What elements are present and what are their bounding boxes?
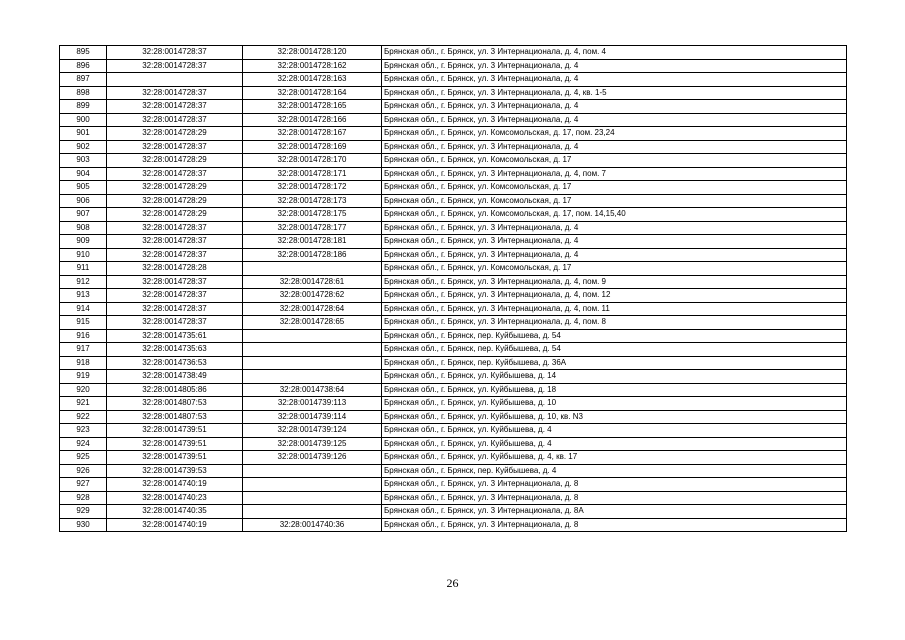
object-cadastral-number-cell: 32:28:0014728:167 bbox=[243, 127, 382, 141]
address-cell: Брянская обл., г. Брянск, ул. Комсомольская, д. 17 bbox=[382, 181, 847, 195]
table-row bbox=[60, 59, 847, 73]
row-number-cell: 912 bbox=[60, 275, 107, 289]
cadastral-number-cell: 32:28:0014728:37 bbox=[107, 275, 243, 289]
cadastral-number-cell: 32:28:0014740:19 bbox=[107, 518, 243, 532]
table-row bbox=[60, 140, 847, 154]
row-number-cell: 914 bbox=[60, 302, 107, 316]
cadastral-number-cell: 32:28:0014728:29 bbox=[107, 154, 243, 168]
object-cadastral-number-cell: 32:28:0014728:65 bbox=[243, 316, 382, 330]
address-cell: Брянская обл., г. Брянск, ул. 3 Интернационала, д. 4 bbox=[382, 59, 847, 73]
cadastral-number-cell: 32:28:0014728:37 bbox=[107, 248, 243, 262]
address-cell: Брянская обл., г. Брянск, пер. Куйбышева, д. 54 bbox=[382, 343, 847, 357]
address-cell: Брянская обл., г. Брянск, ул. 3 Интернационала, д. 4 bbox=[382, 235, 847, 249]
address-cell: Брянская обл., г. Брянск, пер. Куйбышева, д. 36А bbox=[382, 356, 847, 370]
row-number-cell: 925 bbox=[60, 451, 107, 465]
address-cell: Брянская обл., г. Брянск, ул. Комсомольская, д. 17, пом. 14,15,40 bbox=[382, 208, 847, 222]
cadastral-number-cell: 32:28:0014728:37 bbox=[107, 316, 243, 330]
row-number-cell: 918 bbox=[60, 356, 107, 370]
cadastral-number-cell: 32:28:0014740:35 bbox=[107, 505, 243, 519]
cadastral-number-cell: 32:28:0014728:37 bbox=[107, 221, 243, 235]
row-number-cell: 897 bbox=[60, 73, 107, 87]
row-number-cell: 895 bbox=[60, 46, 107, 60]
object-cadastral-number-cell: 32:28:0014728:175 bbox=[243, 208, 382, 222]
row-number-cell: 919 bbox=[60, 370, 107, 384]
row-number-cell: 908 bbox=[60, 221, 107, 235]
object-cadastral-number-cell bbox=[243, 491, 382, 505]
object-cadastral-number-cell bbox=[243, 329, 382, 343]
row-number-cell: 898 bbox=[60, 86, 107, 100]
object-cadastral-number-cell: 32:28:0014728:181 bbox=[243, 235, 382, 249]
cadastral-number-cell: 32:28:0014728:29 bbox=[107, 208, 243, 222]
table-row bbox=[60, 451, 847, 465]
table-row bbox=[60, 73, 847, 87]
object-cadastral-number-cell: 32:28:0014740:36 bbox=[243, 518, 382, 532]
object-cadastral-number-cell bbox=[243, 356, 382, 370]
table-row bbox=[60, 154, 847, 168]
object-cadastral-number-cell: 32:28:0014728:162 bbox=[243, 59, 382, 73]
object-cadastral-number-cell: 32:28:0014739:113 bbox=[243, 397, 382, 411]
table-row bbox=[60, 208, 847, 222]
address-cell: Брянская обл., г. Брянск, ул. 3 Интернационала, д. 8 bbox=[382, 478, 847, 492]
address-cell: Брянская обл., г. Брянск, ул. Комсомольская, д. 17 bbox=[382, 194, 847, 208]
row-number-cell: 906 bbox=[60, 194, 107, 208]
address-cell: Брянская обл., г. Брянск, ул. Куйбышева, д. 4, кв. 17 bbox=[382, 451, 847, 465]
table-row bbox=[60, 383, 847, 397]
table-row bbox=[60, 275, 847, 289]
object-cadastral-number-cell: 32:28:0014728:164 bbox=[243, 86, 382, 100]
row-number-cell: 920 bbox=[60, 383, 107, 397]
row-number-cell: 929 bbox=[60, 505, 107, 519]
table-row bbox=[60, 343, 847, 357]
cadastral-number-cell: 32:28:0014735:63 bbox=[107, 343, 243, 357]
object-cadastral-number-cell bbox=[243, 343, 382, 357]
cadastral-number-cell: 32:28:0014740:19 bbox=[107, 478, 243, 492]
table-row bbox=[60, 316, 847, 330]
table-row bbox=[60, 397, 847, 411]
object-cadastral-number-cell: 32:28:0014739:124 bbox=[243, 424, 382, 438]
table-row bbox=[60, 181, 847, 195]
table-row bbox=[60, 100, 847, 114]
row-number-cell: 905 bbox=[60, 181, 107, 195]
object-cadastral-number-cell: 32:28:0014728:64 bbox=[243, 302, 382, 316]
cadastral-number-cell: 32:28:0014728:37 bbox=[107, 302, 243, 316]
object-cadastral-number-cell: 32:28:0014728:173 bbox=[243, 194, 382, 208]
table-row bbox=[60, 167, 847, 181]
cadastral-number-cell: 32:28:0014807:53 bbox=[107, 410, 243, 424]
address-cell: Брянская обл., г. Брянск, ул. 3 Интернационала, д. 4, пом. 8 bbox=[382, 316, 847, 330]
cadastral-number-cell: 32:28:0014735:61 bbox=[107, 329, 243, 343]
table-row bbox=[60, 235, 847, 249]
object-cadastral-number-cell: 32:28:0014728:165 bbox=[243, 100, 382, 114]
address-cell: Брянская обл., г. Брянск, ул. 3 Интернационала, д. 4 bbox=[382, 100, 847, 114]
object-cadastral-number-cell: 32:28:0014739:126 bbox=[243, 451, 382, 465]
row-number-cell: 911 bbox=[60, 262, 107, 276]
object-cadastral-number-cell: 32:28:0014728:163 bbox=[243, 73, 382, 87]
object-cadastral-number-cell: 32:28:0014728:62 bbox=[243, 289, 382, 303]
table-row bbox=[60, 370, 847, 384]
address-cell: Брянская обл., г. Брянск, ул. Комсомольская, д. 17 bbox=[382, 154, 847, 168]
object-cadastral-number-cell: 32:28:0014728:177 bbox=[243, 221, 382, 235]
row-number-cell: 903 bbox=[60, 154, 107, 168]
registry-table bbox=[59, 45, 847, 532]
cadastral-number-cell: 32:28:0014728:29 bbox=[107, 181, 243, 195]
table-row bbox=[60, 127, 847, 141]
row-number-cell: 930 bbox=[60, 518, 107, 532]
object-cadastral-number-cell bbox=[243, 262, 382, 276]
row-number-cell: 910 bbox=[60, 248, 107, 262]
address-cell: Брянская обл., г. Брянск, пер. Куйбышева, д. 4 bbox=[382, 464, 847, 478]
table-row bbox=[60, 410, 847, 424]
row-number-cell: 904 bbox=[60, 167, 107, 181]
object-cadastral-number-cell: 32:28:0014739:114 bbox=[243, 410, 382, 424]
cadastral-number-cell: 32:28:0014739:51 bbox=[107, 424, 243, 438]
address-cell: Брянская обл., г. Брянск, ул. Комсомольская, д. 17 bbox=[382, 262, 847, 276]
cadastral-number-cell: 32:28:0014807:53 bbox=[107, 397, 243, 411]
address-cell: Брянская обл., г. Брянск, ул. 3 Интернационала, д. 4, пом. 9 bbox=[382, 275, 847, 289]
cadastral-number-cell: 32:28:0014738:49 bbox=[107, 370, 243, 384]
address-cell: Брянская обл., г. Брянск, ул. Куйбышева, д. 4 bbox=[382, 437, 847, 451]
row-number-cell: 902 bbox=[60, 140, 107, 154]
registry-table-body bbox=[60, 46, 847, 532]
cadastral-number-cell: 32:28:0014728:37 bbox=[107, 167, 243, 181]
row-number-cell: 921 bbox=[60, 397, 107, 411]
address-cell: Брянская обл., г. Брянск, ул. 3 Интернационала, д. 8 bbox=[382, 491, 847, 505]
cadastral-number-cell: 32:28:0014728:37 bbox=[107, 113, 243, 127]
table-row bbox=[60, 289, 847, 303]
object-cadastral-number-cell: 32:28:0014738:64 bbox=[243, 383, 382, 397]
cadastral-number-cell: 32:28:0014728:37 bbox=[107, 86, 243, 100]
cadastral-number-cell: 32:28:0014728:37 bbox=[107, 289, 243, 303]
table-row bbox=[60, 221, 847, 235]
table-row bbox=[60, 505, 847, 519]
address-cell: Брянская обл., г. Брянск, ул. 3 Интернационала, д. 8А bbox=[382, 505, 847, 519]
address-cell: Брянская обл., г. Брянск, пер. Куйбышева, д. 54 bbox=[382, 329, 847, 343]
row-number-cell: 928 bbox=[60, 491, 107, 505]
table-row bbox=[60, 194, 847, 208]
table-row bbox=[60, 478, 847, 492]
row-number-cell: 926 bbox=[60, 464, 107, 478]
cadastral-number-cell: 32:28:0014739:53 bbox=[107, 464, 243, 478]
cadastral-number-cell: 32:28:0014805:86 bbox=[107, 383, 243, 397]
cadastral-number-cell: 32:28:0014736:53 bbox=[107, 356, 243, 370]
address-cell: Брянская обл., г. Брянск, ул. 3 Интернационала, д. 4, пом. 11 bbox=[382, 302, 847, 316]
address-cell: Брянская обл., г. Брянск, ул. 3 Интернационала, д. 4, пом. 4 bbox=[382, 46, 847, 60]
row-number-cell: 901 bbox=[60, 127, 107, 141]
address-cell: Брянская обл., г. Брянск, ул. 3 Интернационала, д. 4, кв. 1-5 bbox=[382, 86, 847, 100]
object-cadastral-number-cell bbox=[243, 464, 382, 478]
address-cell: Брянская обл., г. Брянск, ул. 3 Интернационала, д. 4, пом. 7 bbox=[382, 167, 847, 181]
table-row bbox=[60, 262, 847, 276]
row-number-cell: 927 bbox=[60, 478, 107, 492]
address-cell: Брянская обл., г. Брянск, ул. 3 Интернационала, д. 4, пом. 12 bbox=[382, 289, 847, 303]
cadastral-number-cell bbox=[107, 73, 243, 87]
object-cadastral-number-cell: 32:28:0014728:169 bbox=[243, 140, 382, 154]
object-cadastral-number-cell bbox=[243, 478, 382, 492]
table-row bbox=[60, 424, 847, 438]
address-cell: Брянская обл., г. Брянск, ул. 3 Интернационала, д. 8 bbox=[382, 518, 847, 532]
address-cell: Брянская обл., г. Брянск, ул. Куйбышева, д. 4 bbox=[382, 424, 847, 438]
table-row bbox=[60, 113, 847, 127]
cadastral-number-cell: 32:28:0014740:23 bbox=[107, 491, 243, 505]
cadastral-number-cell: 32:28:0014739:51 bbox=[107, 437, 243, 451]
cadastral-number-cell: 32:28:0014728:37 bbox=[107, 140, 243, 154]
address-cell: Брянская обл., г. Брянск, ул. 3 Интернационала, д. 4 bbox=[382, 73, 847, 87]
table-row bbox=[60, 518, 847, 532]
object-cadastral-number-cell bbox=[243, 370, 382, 384]
object-cadastral-number-cell: 32:28:0014728:166 bbox=[243, 113, 382, 127]
table-row bbox=[60, 86, 847, 100]
row-number-cell: 916 bbox=[60, 329, 107, 343]
address-cell: Брянская обл., г. Брянск, ул. Куйбышева, д. 14 bbox=[382, 370, 847, 384]
address-cell: Брянская обл., г. Брянск, ул. Куйбышева, д. 18 bbox=[382, 383, 847, 397]
cadastral-number-cell: 32:28:0014728:37 bbox=[107, 46, 243, 60]
object-cadastral-number-cell: 32:28:0014728:186 bbox=[243, 248, 382, 262]
table-row bbox=[60, 302, 847, 316]
object-cadastral-number-cell: 32:28:0014728:120 bbox=[243, 46, 382, 60]
address-cell: Брянская обл., г. Брянск, ул. 3 Интернационала, д. 4 bbox=[382, 221, 847, 235]
table-row bbox=[60, 356, 847, 370]
address-cell: Брянская обл., г. Брянск, ул. Куйбышева, д. 10 bbox=[382, 397, 847, 411]
address-cell: Брянская обл., г. Брянск, ул. Куйбышева, д. 10, кв. N3 bbox=[382, 410, 847, 424]
address-cell: Брянская обл., г. Брянск, ул. Комсомольская, д. 17, пом. 23,24 bbox=[382, 127, 847, 141]
object-cadastral-number-cell: 32:28:0014728:170 bbox=[243, 154, 382, 168]
page-number: 26 bbox=[446, 576, 459, 590]
table-row bbox=[60, 464, 847, 478]
row-number-cell: 915 bbox=[60, 316, 107, 330]
cadastral-number-cell: 32:28:0014728:37 bbox=[107, 100, 243, 114]
address-cell: Брянская обл., г. Брянск, ул. 3 Интернационала, д. 4 bbox=[382, 140, 847, 154]
object-cadastral-number-cell: 32:28:0014739:125 bbox=[243, 437, 382, 451]
address-cell: Брянская обл., г. Брянск, ул. 3 Интернационала, д. 4 bbox=[382, 248, 847, 262]
object-cadastral-number-cell: 32:28:0014728:172 bbox=[243, 181, 382, 195]
row-number-cell: 913 bbox=[60, 289, 107, 303]
row-number-cell: 924 bbox=[60, 437, 107, 451]
table-row bbox=[60, 437, 847, 451]
object-cadastral-number-cell bbox=[243, 505, 382, 519]
table-row bbox=[60, 248, 847, 262]
table-row bbox=[60, 46, 847, 60]
row-number-cell: 907 bbox=[60, 208, 107, 222]
table-row bbox=[60, 491, 847, 505]
object-cadastral-number-cell: 32:28:0014728:61 bbox=[243, 275, 382, 289]
cadastral-number-cell: 32:28:0014728:29 bbox=[107, 127, 243, 141]
cadastral-number-cell: 32:28:0014739:51 bbox=[107, 451, 243, 465]
cadastral-number-cell: 32:28:0014728:28 bbox=[107, 262, 243, 276]
cadastral-number-cell: 32:28:0014728:37 bbox=[107, 59, 243, 73]
address-cell: Брянская обл., г. Брянск, ул. 3 Интернационала, д. 4 bbox=[382, 113, 847, 127]
row-number-cell: 896 bbox=[60, 59, 107, 73]
row-number-cell: 922 bbox=[60, 410, 107, 424]
cadastral-number-cell: 32:28:0014728:29 bbox=[107, 194, 243, 208]
row-number-cell: 909 bbox=[60, 235, 107, 249]
table-row bbox=[60, 329, 847, 343]
row-number-cell: 899 bbox=[60, 100, 107, 114]
row-number-cell: 917 bbox=[60, 343, 107, 357]
cadastral-number-cell: 32:28:0014728:37 bbox=[107, 235, 243, 249]
row-number-cell: 923 bbox=[60, 424, 107, 438]
row-number-cell: 900 bbox=[60, 113, 107, 127]
object-cadastral-number-cell: 32:28:0014728:171 bbox=[243, 167, 382, 181]
